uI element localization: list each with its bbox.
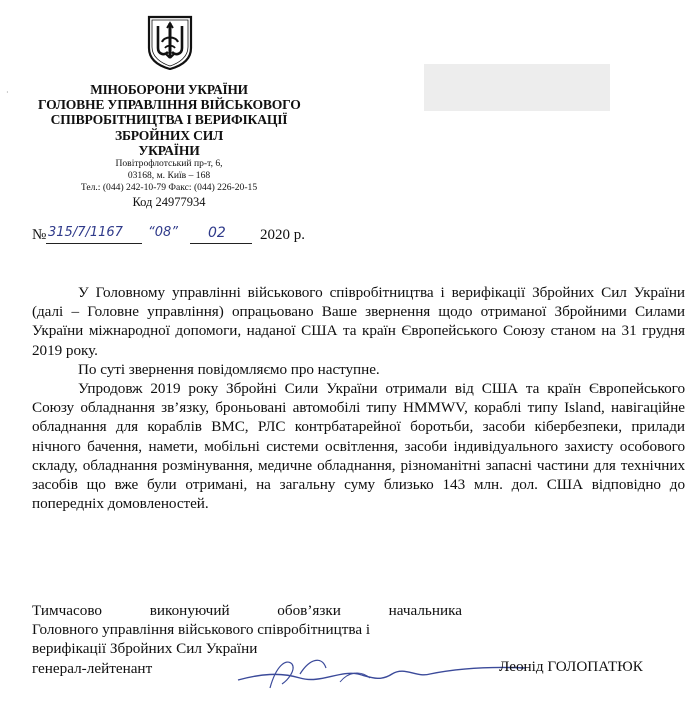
number-prefix: № [32,227,47,243]
letter-body [32,283,685,513]
org-line: УКРАЇНИ [138,142,200,158]
org-line: МІНОБОРОНИ УКРАЇНИ [90,82,248,97]
org-code: Код 24977934 [132,195,206,210]
org-line: СПІВРОБІТНИЦТВА І ВЕРИФІКАЦІЇ [50,112,288,128]
month-underline [190,243,252,244]
address-line: Повітрофлотський пр-т, 6, [115,158,223,170]
letter-year: 2020 р. [260,227,305,243]
body-paragraph: По суті звернення повідомляємо про наступне. [78,360,380,378]
letter-day: “08” [148,225,179,240]
body-paragraph: У Головному управлінні військового співробітництва і верифікації Збройних Сил України (далі – Головне управління) опрацьовано Ваше звернення щодо отриманої Збройними Силами України міжнародної допомоги, наданої США та країн Європейського Союзу станом на 31 грудня 2019 року. [32,284,685,359]
letter-month: 02 [208,225,226,241]
address-line: 03168, м. Київ – 168 [127,170,211,182]
signatory-line [32,601,462,620]
number-underline [46,243,142,244]
org-line: ЗБРОЙНИХ СИЛ [114,127,224,143]
signatory-word: обов’язки [277,602,341,619]
signatory-name: Леонід ГОЛОПАТЮК [499,658,643,675]
body-paragraph: Упродовж 2019 року Збройні Сили України отримали від США та країн Європейського Союзу обладнання зв’язку, броньовані автомобілі типу HMMWV, кораблі типу Island, навігаційне обладнання для кораблів ВМС, РЛС контрбатарейної боротьби, засоби кібербезпеки, прилади нічного бачення, намети, мобільні системи освітлення, засоби індивідуального захисту особового складу, обладнання розмінування, медичне обладнання, різноманітні запасні частини для технічних засобів що вже були отримані, на загальну суму близько 143 млн. дол. США відповідно до попередніх домовленостей. [32,380,685,513]
coat-of-arms-icon [146,14,194,70]
scan-mark: · [6,88,9,97]
org-line: ГОЛОВНЕ УПРАВЛІННЯ ВІЙСЬКОВОГО [38,97,301,113]
signatory-word: Тимчасово [32,602,103,619]
handwritten-signature [230,644,530,692]
signatory-word: виконуючий [149,602,230,619]
signatory-line: верифікації Збройних Сил України [32,640,258,658]
signatory-rank: генерал-лейтенант [32,659,153,677]
signatory-line: Головного управління військового співробітництва і [32,621,371,639]
signatory-word: начальника [388,602,462,619]
contact-line: Тел.: (044) 242-10-79 Факс: (044) 226-20-15 [80,182,258,194]
redacted-recipient [424,64,610,111]
outgoing-number: 315/7/1167 [48,225,123,240]
registration-line [32,225,332,249]
organization-header [38,82,300,210]
